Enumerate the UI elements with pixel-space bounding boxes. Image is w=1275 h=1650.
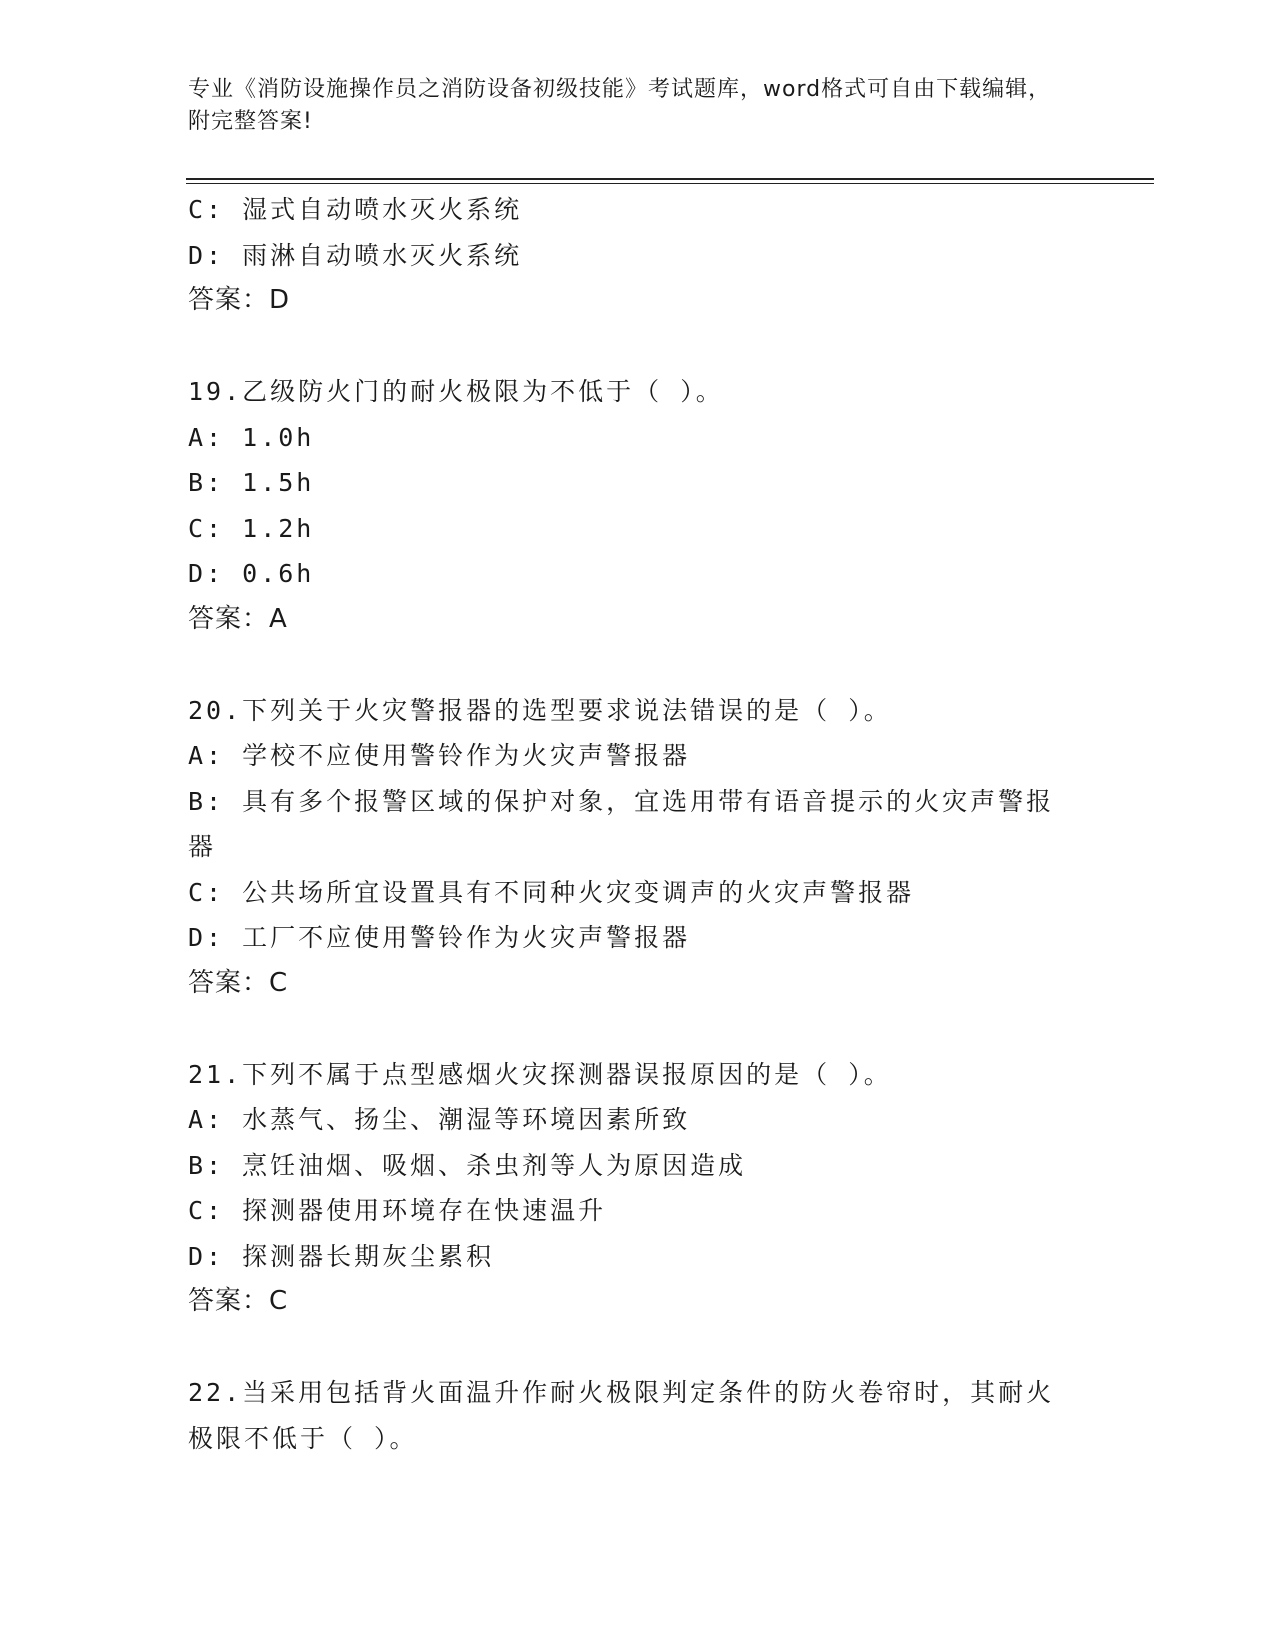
question-19 xyxy=(188,369,1088,642)
spacer xyxy=(188,1006,1088,1052)
spacer xyxy=(188,324,1088,370)
option-d: D: 雨淋自动喷水灭火系统 xyxy=(188,240,523,270)
question-stem: 19.乙级防火门的耐火极限为不低于（ ）。 xyxy=(188,377,724,406)
question-stem: 20.下列关于火灾警报器的选型要求说法错误的是（ ）。 xyxy=(188,695,892,725)
option-b: B: 具有多个报警区域的保护对象，宜选用带有语音提示的火灾声警报器 xyxy=(188,786,1055,861)
answer-line: 答案：C xyxy=(188,1286,289,1316)
option-a: A: 学校不应使用警铃作为火灾声警报器 xyxy=(188,741,691,770)
header-divider-thin xyxy=(186,183,1154,184)
option-c: C: 探测器使用环境存在快速温升 xyxy=(188,1196,607,1225)
spacer xyxy=(188,642,1088,688)
question-list xyxy=(188,187,1088,1461)
option-d: D: 0.6h xyxy=(188,559,315,588)
option-c: C: 湿式自动喷水灭火系统 xyxy=(188,195,523,224)
option-b: B: 1.5h xyxy=(188,468,315,497)
answer-line: 答案：A xyxy=(188,603,288,634)
document-header: 专业《消防设施操作员之消防设备初级技能》考试题库，word格式可自由下载编辑，附完整答案! xyxy=(188,77,1052,134)
question-22 xyxy=(188,1370,1088,1461)
option-c: C: 1.2h xyxy=(188,513,315,543)
header-divider-thick xyxy=(186,178,1154,180)
question-21 xyxy=(188,1052,1088,1325)
answer-line: 答案：D xyxy=(188,285,291,315)
option-a: A: 水蒸气、扬尘、潮湿等环境因素所致 xyxy=(188,1105,691,1134)
question-20 xyxy=(188,688,1088,1007)
option-d: D: 探测器长期灰尘累积 xyxy=(188,1241,495,1271)
option-d: D: 工厂不应使用警铃作为火灾声警报器 xyxy=(188,923,691,952)
question-18-continued xyxy=(188,187,1088,324)
option-c: C: 公共场所宜设置具有不同种火灾变调声的火灾声警报器 xyxy=(188,877,915,907)
option-a: A: 1.0h xyxy=(188,422,315,452)
question-stem: 22.当采用包括背火面温升作耐火极限判定条件的防火卷帘时，其耐火极限不低于（ ）。 xyxy=(188,1378,1055,1453)
spacer xyxy=(188,1325,1088,1371)
question-stem: 21.下列不属于点型感烟火灾探测器误报原因的是（ ）。 xyxy=(188,1059,892,1089)
answer-line: 答案：C xyxy=(188,967,289,998)
option-b: B: 烹饪油烟、吸烟、杀虫剂等人为原因造成 xyxy=(188,1150,747,1180)
